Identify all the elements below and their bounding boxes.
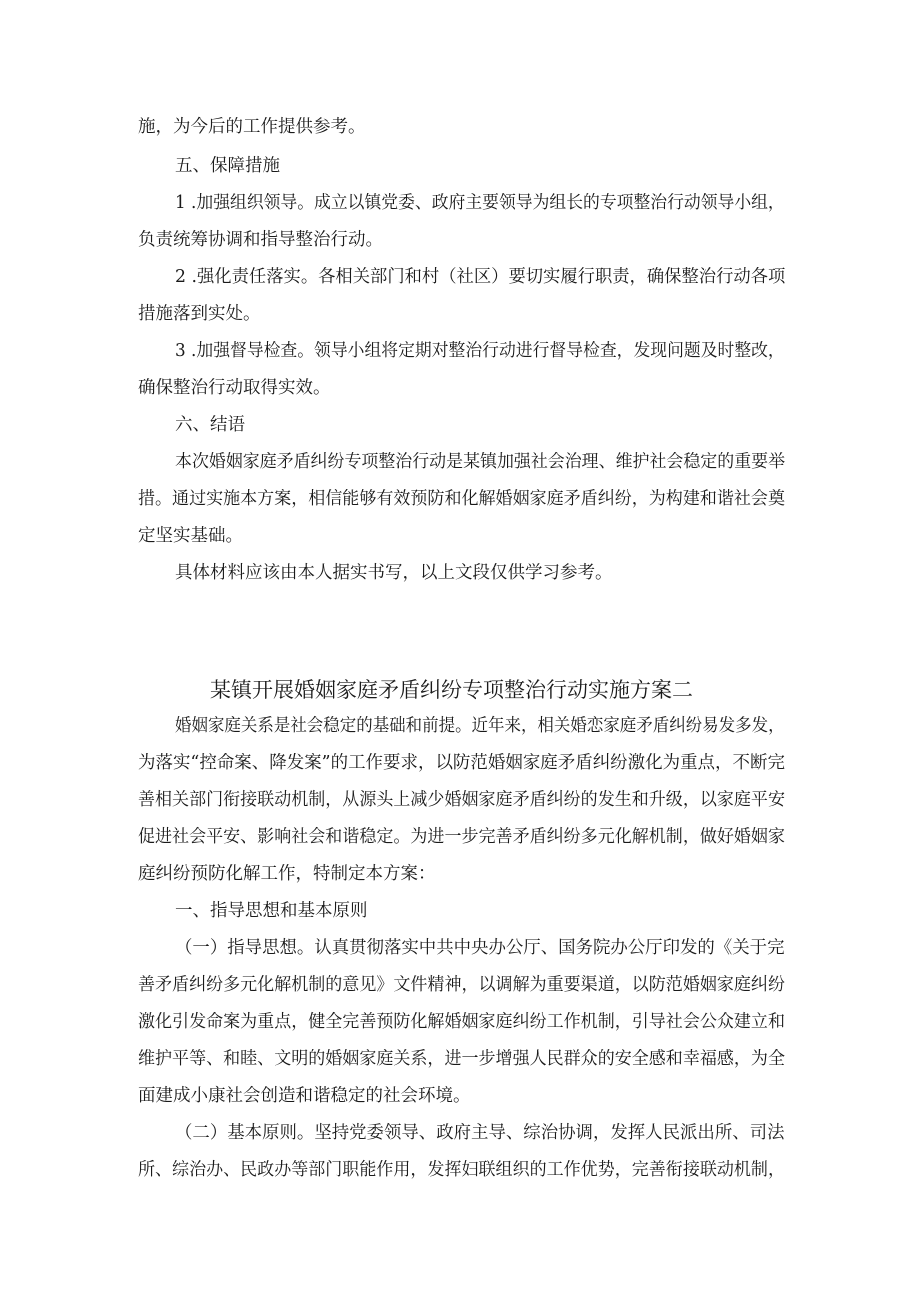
paragraph-line: 促进社会平安、影响社会和谐稳定。为进一步完善矛盾纠纷多元化解机制，做好婚姻家 [138,827,785,847]
paragraph-line: 2 .强化责任落实。各相关部门和村（社区）要切实履行职责，确保整治行动各项 [175,267,786,287]
paragraph-line: 善相关部门衔接联动机制，从源头上减少婚姻家庭矛盾纠纷的发生和升级，以家庭平安 [138,790,785,810]
paragraph-line: 维护平等、和睦、文明的婚姻家庭关系，进一步增强人民群众的安全感和幸福感，为全 [138,1049,785,1069]
paragraph-line: 婚姻家庭关系是社会稳定的基础和前提。近年来，相关婚恋家庭矛盾纠纷易发多发， [175,716,785,736]
paragraph-line: 3 .加强督导检查。领导小组将定期对整治行动进行督导检查，发现问题及时整改， [175,341,785,361]
paragraph-line: （二）基本原则。坚持党委领导、政府主导、综治协调，发挥人民派出所、司法 [175,1123,785,1143]
paragraph-line: 面建成小康社会创造和谐稳定的社会环境。 [138,1086,471,1106]
paragraph-line: 1 .加强组织领导。成立以镇党委、政府主要领导为组长的专项整治行动领导小组， [175,193,785,213]
paragraph-line: （一）指导思想。认真贯彻落实中共中央办公厅、国务院办公厅印发的《关于完 [175,938,785,958]
paragraph-line: 定坚实基础。 [138,526,243,546]
paragraph-line: 施，为今后的工作提供参考。 [138,117,366,137]
section-heading-5: 五、保障措施 [175,156,280,176]
disclaimer-line: 具体材料应该由本人据实书写，以上文段仅供学习参考。 [175,563,613,583]
paragraph-line: 本次婚姻家庭矛盾纠纷专项整治行动是某镇加强社会治理、维护社会稳定的重要举 [175,452,786,472]
section-heading-1: 一、指导思想和基本原则 [175,901,368,921]
paragraph-line: 激化引发命案为重点，健全完善预防化解婚姻家庭纠纷工作机制，引导社会公众建立和 [138,1012,785,1032]
section-heading-6: 六、结语 [175,415,245,435]
paragraph-line: 措。通过实施本方案，相信能够有效预防和化解婚姻家庭矛盾纠纷，为构建和谐社会奠 [138,489,785,509]
paragraph-line: 措施落到实处。 [138,304,261,324]
paragraph-line: 所、综治办、民政办等部门职能作用，发挥妇联组织的工作优势，完善衔接联动机制， [138,1160,785,1180]
paragraph-line: 负责统筹协调和指导整治行动。 [138,230,383,250]
paragraph-line: 确保整治行动取得实效。 [138,378,331,398]
paragraph-line: 庭纠纷预防化解工作，特制定本方案： [138,864,436,884]
paragraph-line: 善矛盾纠纷多元化解机制的意见》文件精神，以调解为重要渠道，以防范婚姻家庭纠纷 [138,975,785,995]
document-title: 某镇开展婚姻家庭矛盾纠纷专项整治行动实施方案二 [210,678,693,702]
paragraph-line: 为落实“控命案、降发案”的工作要求，以防范婚姻家庭矛盾纠纷激化为重点，不断完 [138,753,785,773]
